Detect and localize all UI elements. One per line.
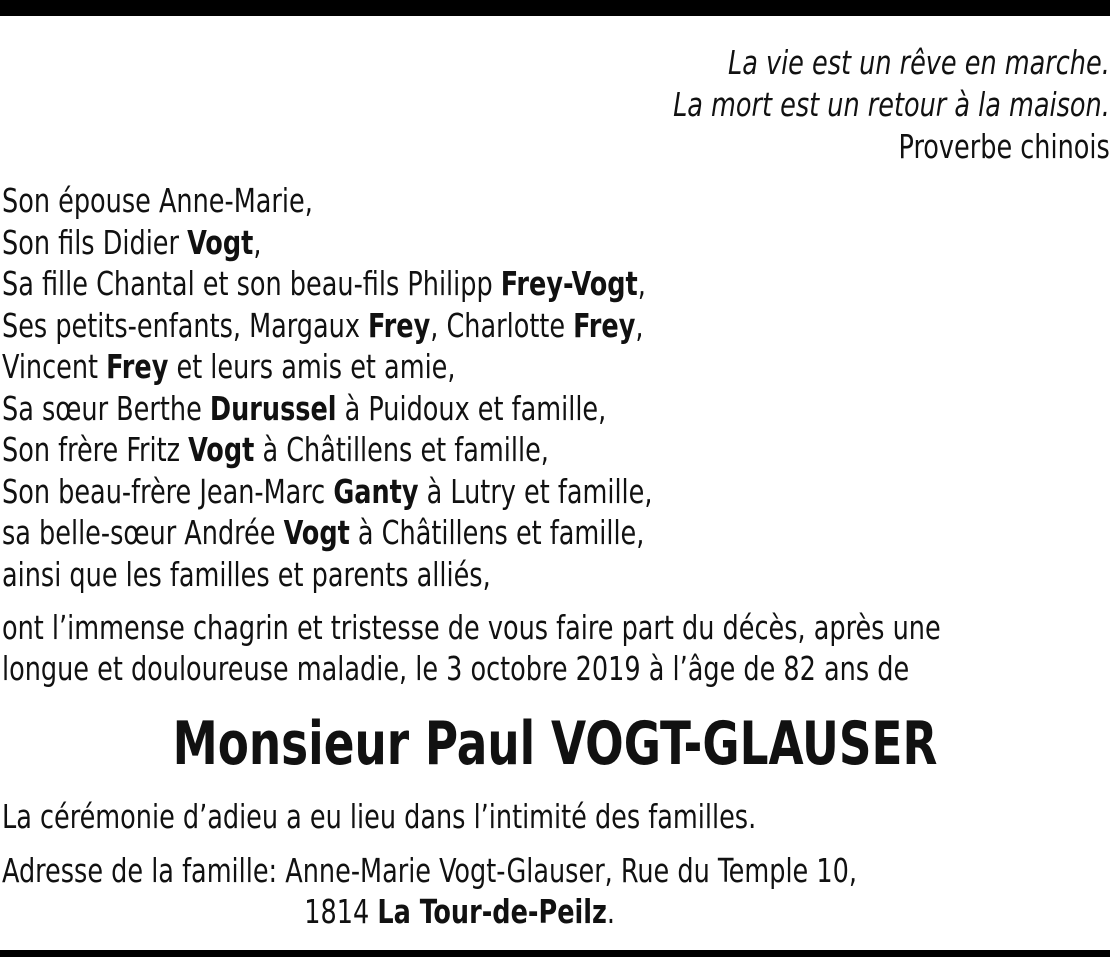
announcement-line-1: ont l’immense chagrin et tristesse de vous faire part du décès, après une bbox=[2, 608, 941, 647]
family-surname: Vogt bbox=[187, 222, 254, 262]
family-line bbox=[2, 305, 652, 347]
family-surname: Frey bbox=[573, 305, 636, 345]
family-list bbox=[2, 180, 652, 595]
epigraph-quote bbox=[673, 42, 1110, 168]
family-line-text: à Lutry et famille, bbox=[418, 471, 653, 511]
family-surname: Vogt bbox=[283, 513, 350, 552]
family-line bbox=[2, 222, 652, 264]
family-line-text: Ses petits-enfants, Margaux bbox=[2, 305, 369, 345]
family-surname: Frey-Vogt bbox=[500, 264, 638, 303]
family-surname: Frey bbox=[368, 305, 431, 345]
announcement-text bbox=[2, 607, 941, 689]
family-line-text: Sa fille Chantal et son beau-fils Philipp bbox=[2, 264, 501, 303]
family-line bbox=[2, 429, 652, 471]
family-line-text: , bbox=[253, 222, 262, 262]
address-town: La Tour-de-Peilz bbox=[377, 892, 608, 931]
family-line-text: ainsi que les familles et parents alliés, bbox=[2, 554, 491, 594]
family-surname: Durussel bbox=[209, 388, 337, 428]
quote-line-1: La vie est un rêve en marche. bbox=[728, 43, 1110, 82]
family-surname: Frey bbox=[106, 347, 169, 386]
family-line bbox=[2, 180, 652, 222]
address-postcode: 1814 bbox=[304, 892, 378, 931]
ceremony-note: La cérémonie d’adieu a eu lieu dans l’intimité des familles. bbox=[2, 797, 757, 836]
family-line-text: Vincent bbox=[2, 347, 107, 386]
family-line-text: , bbox=[635, 305, 644, 345]
family-line-text: Son fils Didier bbox=[2, 222, 188, 262]
family-line-text: , Charlotte bbox=[430, 305, 574, 345]
family-address-line-2 bbox=[0, 891, 1110, 932]
family-line bbox=[2, 346, 652, 388]
family-line bbox=[2, 554, 652, 596]
family-line bbox=[2, 512, 652, 554]
announcement-line-2: longue et douloureuse maladie, le 3 octobre 2019 à l’âge de 82 ans de bbox=[2, 649, 910, 688]
family-line-text: à Châtillens et famille, bbox=[254, 430, 549, 469]
family-line-text: Sa sœur Berthe bbox=[2, 388, 210, 428]
family-line-text: Son épouse Anne-Marie, bbox=[2, 181, 313, 220]
family-line-text: , bbox=[637, 264, 646, 303]
family-line-text: à Châtillens et famille, bbox=[349, 513, 645, 552]
top-border-rule bbox=[0, 0, 1110, 16]
quote-source: Proverbe chinois bbox=[898, 127, 1110, 166]
family-surname: Ganty bbox=[333, 471, 419, 511]
family-line bbox=[2, 263, 652, 305]
family-address-line-1: Adresse de la famille: Anne-Marie Vogt-Glauser, Rue du Temple 10, bbox=[2, 851, 857, 890]
family-line-text: Son frère Fritz bbox=[2, 430, 189, 469]
family-surname: Vogt bbox=[188, 430, 255, 469]
deceased-name: Monsieur Paul VOGT-GLAUSER bbox=[172, 709, 938, 779]
family-line bbox=[2, 388, 652, 430]
family-line-text: Son beau-frère Jean-Marc bbox=[2, 471, 334, 511]
family-line bbox=[2, 471, 652, 513]
family-line-text: et leurs amis et amie, bbox=[168, 347, 456, 386]
family-line-text: à Puidoux et famille, bbox=[336, 388, 607, 428]
family-line-text: sa belle-sœur Andrée bbox=[2, 513, 284, 552]
bottom-border-rule bbox=[0, 950, 1110, 957]
quote-line-2: La mort est un retour à la maison. bbox=[673, 85, 1110, 124]
address-end: . bbox=[607, 892, 616, 931]
